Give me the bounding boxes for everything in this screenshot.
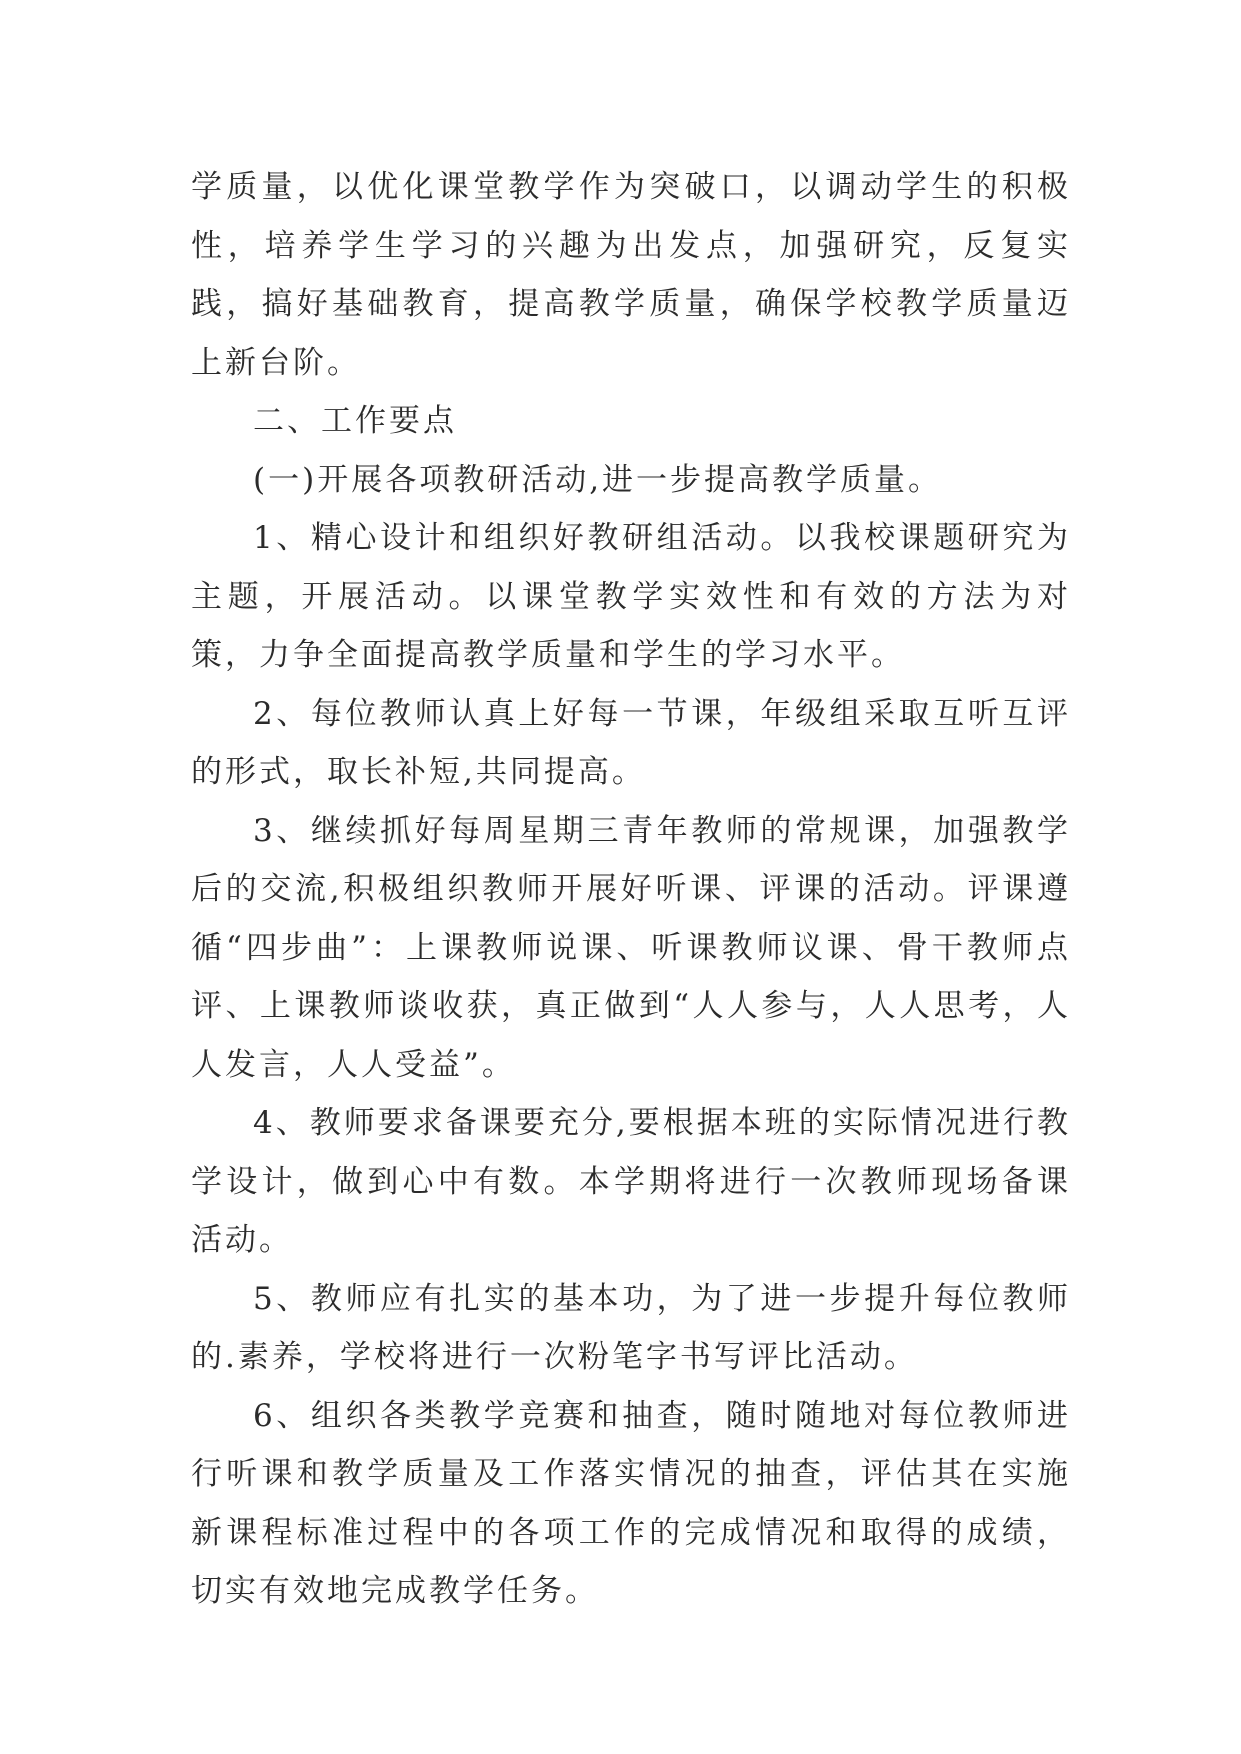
paragraph-intro-continuation: 学质量，以优化课堂教学作为突破口，以调动学生的积极性，培养学生学习的兴趣为出发点，加强研究，反复实践，搞好基础教育，提高教学质量，确保学校教学质量迈上新台阶。 — [191, 169, 1071, 381]
paragraph-item-6: 6、组织各类教学竞赛和抽查，随时随地对每位教师进行听课和教学质量及工作落实情况的抽查，评估其在实施新课程标准过程中的各项工作的完成情况和取得的成绩，切实有效地完成教学任务。 — [191, 1397, 1071, 1609]
section-heading-work-points: 二、工作要点 — [253, 403, 457, 439]
paragraph-item-5: 5、教师应有扎实的基本功，为了进一步提升每位教师的.素养，学校将进行一次粉笔字书写评比活动。 — [191, 1280, 1071, 1375]
document-body — [191, 158, 1071, 1621]
paragraph-item-2: 2、每位教师认真上好每一节课，年级组采取互听互评的形式，取长补短,共同提高。 — [191, 695, 1071, 790]
subsection-heading-teaching-research: (一)开展各项教研活动,进一步提高教学质量。 — [253, 461, 943, 498]
paragraph-item-1: 1、精心设计和组织好教研组活动。以我校课题研究为主题，开展活动。以课堂教学实效性和有效的方法为对策，力争全面提高教学质量和学生的学习水平。 — [191, 520, 1071, 673]
paragraph-item-3: 3、继续抓好每周星期三青年教师的常规课，加强教学后的交流,积极组织教师开展好听课、评课的活动。评课遵循“四步曲”：上课教师说课、听课教师议课、骨干教师点评、上课教师谈收获，真正做到“人人参与，人人思考，人人发言，人人受益”。 — [191, 812, 1071, 1083]
paragraph-item-4: 4、教师要求备课要充分,要根据本班的实际情况进行教学设计，做到心中有数。本学期将进行一次教师现场备课活动。 — [191, 1105, 1071, 1258]
